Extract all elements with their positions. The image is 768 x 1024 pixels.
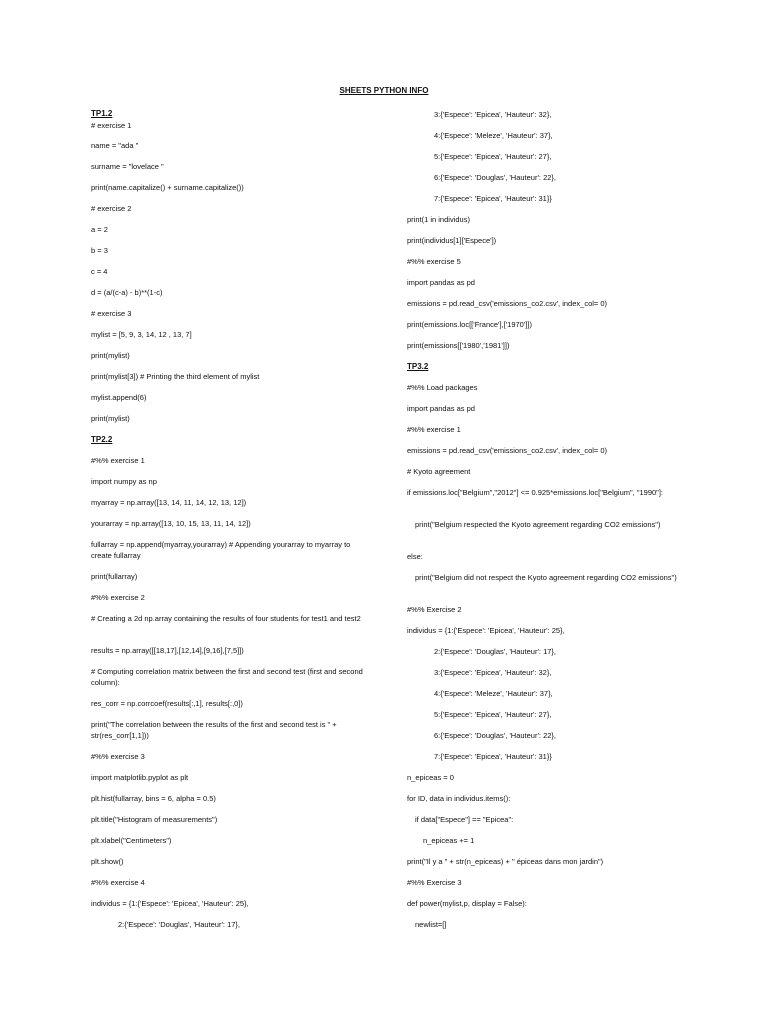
code-line: # exercise 3 — [91, 309, 132, 318]
code-line: yourarray = np.array([13, 10, 15, 13, 11, 14, 12]) — [91, 519, 251, 528]
code-line: print(emissions[['1980','1981']]) — [407, 341, 510, 350]
code-line: 2:{'Espece': 'Douglas', 'Hauteur': 17}, — [118, 920, 240, 929]
code-line: plt.title("Histogram of measurements") — [91, 815, 218, 824]
code-line: 3:{'Espece': 'Epicea', 'Hauteur': 32}, — [434, 668, 552, 677]
code-line: 5:{'Espece': 'Epicea', 'Hauteur': 27}, — [434, 152, 552, 161]
code-line: n_epiceas += 1 — [423, 836, 475, 845]
code-line: # exercise 1 — [91, 121, 132, 130]
code-line: print("Belgium did not respect the Kyoto agreement regarding CO2 emissions") — [415, 573, 677, 582]
code-line: def power(mylist,p, display = False): — [407, 899, 527, 908]
code-line: print(individus[1]['Espece']) — [407, 236, 497, 245]
code-line: name = "ada " — [91, 141, 139, 150]
code-line: print(mylist[3]) # Printing the third element of mylist — [91, 372, 260, 381]
page-title: SHEETS PYTHON INFO — [339, 86, 429, 95]
section-heading: TP2.2 — [91, 435, 113, 444]
code-line: myarray = np.array([13, 14, 11, 14, 12, 13, 12]) — [91, 498, 247, 507]
code-line: print("Belgium respected the Kyoto agreement regarding CO2 emissions") — [415, 520, 661, 529]
code-line: #%% exercise 3 — [91, 752, 145, 761]
code-line: #%% Exercise 3 — [407, 878, 462, 887]
code-line: individus = {1:{'Espece': 'Epicea', 'Hauteur': 25}, — [407, 626, 565, 635]
code-line: surname = "lovelace " — [91, 162, 164, 171]
code-line: plt.show() — [91, 857, 124, 866]
code-line: if data["Espece"] == "Epicea": — [415, 815, 514, 824]
code-line: #%% exercise 4 — [91, 878, 145, 887]
code-line: 7:{'Espece': 'Epicea', 'Hauteur': 31}} — [434, 752, 552, 761]
code-line: newlist=[] — [415, 920, 447, 929]
code-line: print("The correlation between the results of the first and second test is " + str(res_corr[1,1])) — [91, 720, 339, 740]
code-line: #%% exercise 1 — [91, 456, 145, 465]
code-line: emissions = pd.read_csv('emissions_co2.csv', index_col= 0) — [407, 446, 608, 455]
code-line: plt.xlabel("Centimeters") — [91, 836, 172, 845]
code-line: 6:{'Espece': 'Douglas', 'Hauteur': 22}, — [434, 173, 556, 182]
code-line: emissions = pd.read_csv('emissions_co2.csv', index_col= 0) — [407, 299, 608, 308]
section-heading: TP3.2 — [407, 362, 429, 371]
code-line: for ID, data in individus.items(): — [407, 794, 511, 803]
section-heading: TP1.2 — [91, 109, 113, 118]
code-line: mylist.append(6) — [91, 393, 147, 402]
code-line: 4:{'Espece': 'Meleze', 'Hauteur': 37}, — [434, 689, 553, 698]
code-line: print(emissions.loc[['France'],['1970']]) — [407, 320, 532, 329]
code-line: import numpy as np — [91, 477, 157, 486]
code-line: #%% Load packages — [407, 383, 478, 392]
code-line: print("Il y a " + str(n_epiceas) + " épiceas dans mon jardin") — [407, 857, 604, 866]
code-line: #%% exercise 5 — [407, 257, 461, 266]
code-line: else: — [407, 552, 423, 561]
code-line: res_corr = np.corrcoef(results[:,1], results[:,0]) — [91, 699, 243, 708]
code-line: 7:{'Espece': 'Epicea', 'Hauteur': 31}} — [434, 194, 552, 203]
code-line: d = (a/(c-a) - b)**(1-c) — [91, 288, 163, 297]
code-line: # Kyoto agreement — [407, 467, 471, 476]
code-line: 4:{'Espece': 'Meleze', 'Hauteur': 37}, — [434, 131, 553, 140]
code-line: 2:{'Espece': 'Douglas', 'Hauteur': 17}, — [434, 647, 556, 656]
code-line: plt.hist(fullarray, bins = 6, alpha = 0.5) — [91, 794, 216, 803]
code-line: print(fullarray) — [91, 572, 138, 581]
code-line: print(1 in individus) — [407, 215, 470, 224]
code-line: fullarray = np.append(myarray,yourarray) # Appending yourarray to myarray to create fullarray — [91, 540, 353, 560]
code-line: a = 2 — [91, 225, 108, 234]
code-line: results = np.array([[18,17],[12,14],[9,16],[7,5]]) — [91, 646, 244, 655]
code-line: 6:{'Espece': 'Douglas', 'Hauteur': 22}, — [434, 731, 556, 740]
code-line: # Creating a 2d np.array containing the results of four students for test1 and test2 — [91, 614, 361, 623]
code-line: n_epiceas = 0 — [407, 773, 454, 782]
code-line: individus = {1:{'Espece': 'Epicea', 'Hauteur': 25}, — [91, 899, 249, 908]
code-line: print(mylist) — [91, 414, 130, 423]
code-line: #%% exercise 2 — [91, 593, 145, 602]
code-line: mylist = [5, 9, 3, 14, 12 , 13, 7] — [91, 330, 192, 339]
code-line: print(name.capitalize() + surname.capitalize()) — [91, 183, 244, 192]
code-line: # Computing correlation matrix between the first and second test (first and second column): — [91, 667, 365, 687]
code-line: 5:{'Espece': 'Epicea', 'Hauteur': 27}, — [434, 710, 552, 719]
code-line: c = 4 — [91, 267, 108, 276]
code-line: import pandas as pd — [407, 404, 475, 413]
code-line: #%% exercise 1 — [407, 425, 461, 434]
code-line: # exercise 2 — [91, 204, 132, 213]
code-line: if emissions.loc["Belgium","2012"] <= 0.925*emissions.loc["Belgium", "1990"]: — [407, 488, 664, 497]
code-line: import pandas as pd — [407, 278, 475, 287]
code-line: #%% Exercise 2 — [407, 605, 462, 614]
code-line: print(mylist) — [91, 351, 130, 360]
code-line: b = 3 — [91, 246, 108, 255]
code-line: import matplotlib.pyplot as plt — [91, 773, 189, 782]
code-line: 3:{'Espece': 'Epicea', 'Hauteur': 32}, — [434, 110, 552, 119]
